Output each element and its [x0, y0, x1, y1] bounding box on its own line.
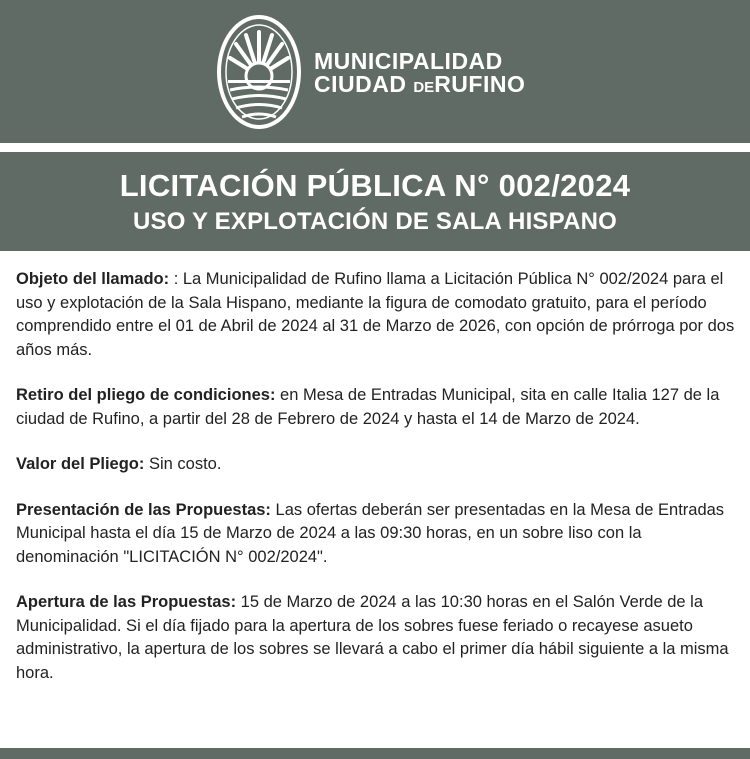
section-retiro	[16, 384, 740, 431]
municipal-seal-icon	[216, 14, 302, 130]
section-text: 15 de Marzo de 2024 a las 10:30 horas en el Salón Verde de la Municipalidad. Si el día fijado para la apertura de los sobres fuese feriado o recayese asueto administrativo, la apertura de los sobres se llevará a cabo el primer día hábil siguiente a la misma hora.	[16, 593, 729, 682]
footer-band	[0, 748, 750, 759]
brand-name	[314, 50, 525, 99]
section-label: Presentación de las Propuestas:	[16, 500, 271, 519]
section-label: Apertura de las Propuestas:	[16, 593, 237, 611]
section-text: Las ofertas deberán ser presentadas en la Mesa de Entradas Municipal hasta el día 15 de Marzo de 2024 a las 09:30 horas, en un sobre liso con la denominación "LICITACIÓN N° 002/2024".	[16, 500, 725, 566]
brand-line-2	[314, 73, 525, 99]
section-text: Sin costo.	[144, 455, 222, 473]
title-band	[0, 152, 750, 251]
section-label: Objeto del llamado:	[16, 270, 170, 288]
page-title: LICITACIÓN PÚBLICA N° 002/2024	[119, 168, 631, 203]
section-objeto	[16, 268, 740, 362]
section-valor	[16, 453, 740, 477]
brand-line-1: MUNICIPALIDAD	[314, 48, 503, 74]
page-subtitle: USO Y EXPLOTACIÓN DE SALA HISPANO	[133, 208, 617, 235]
section-text: en Mesa de Entradas Municipal, sita en calle Italia 127 de la ciudad de Rufino, a partir del 28 de Febrero de 2024 y hasta el 14 de Marzo de 2024.	[16, 386, 720, 428]
section-presentacion	[16, 499, 740, 570]
section-label: Retiro del pliego de condiciones:	[16, 386, 276, 404]
section-apertura	[16, 591, 740, 685]
section-label: Valor del Pliego:	[16, 455, 145, 473]
section-text: : La Municipalidad de Rufino llama a Licitación Pública N° 002/2024 para el uso y explotación de la Sala Hispano, mediante la figura de comodato gratuito, para el período comprendido entre el 01 de Abril de 2024 al 31 de Marzo de 2026, con opción de prórroga por dos años más.	[16, 270, 735, 359]
document-body	[16, 268, 740, 707]
header-band	[0, 0, 750, 143]
brand-word-rufino: RUFINO	[434, 71, 526, 97]
brand-word-ciudad: CIUDAD	[314, 71, 407, 97]
brand-word-de: DE	[413, 79, 435, 96]
